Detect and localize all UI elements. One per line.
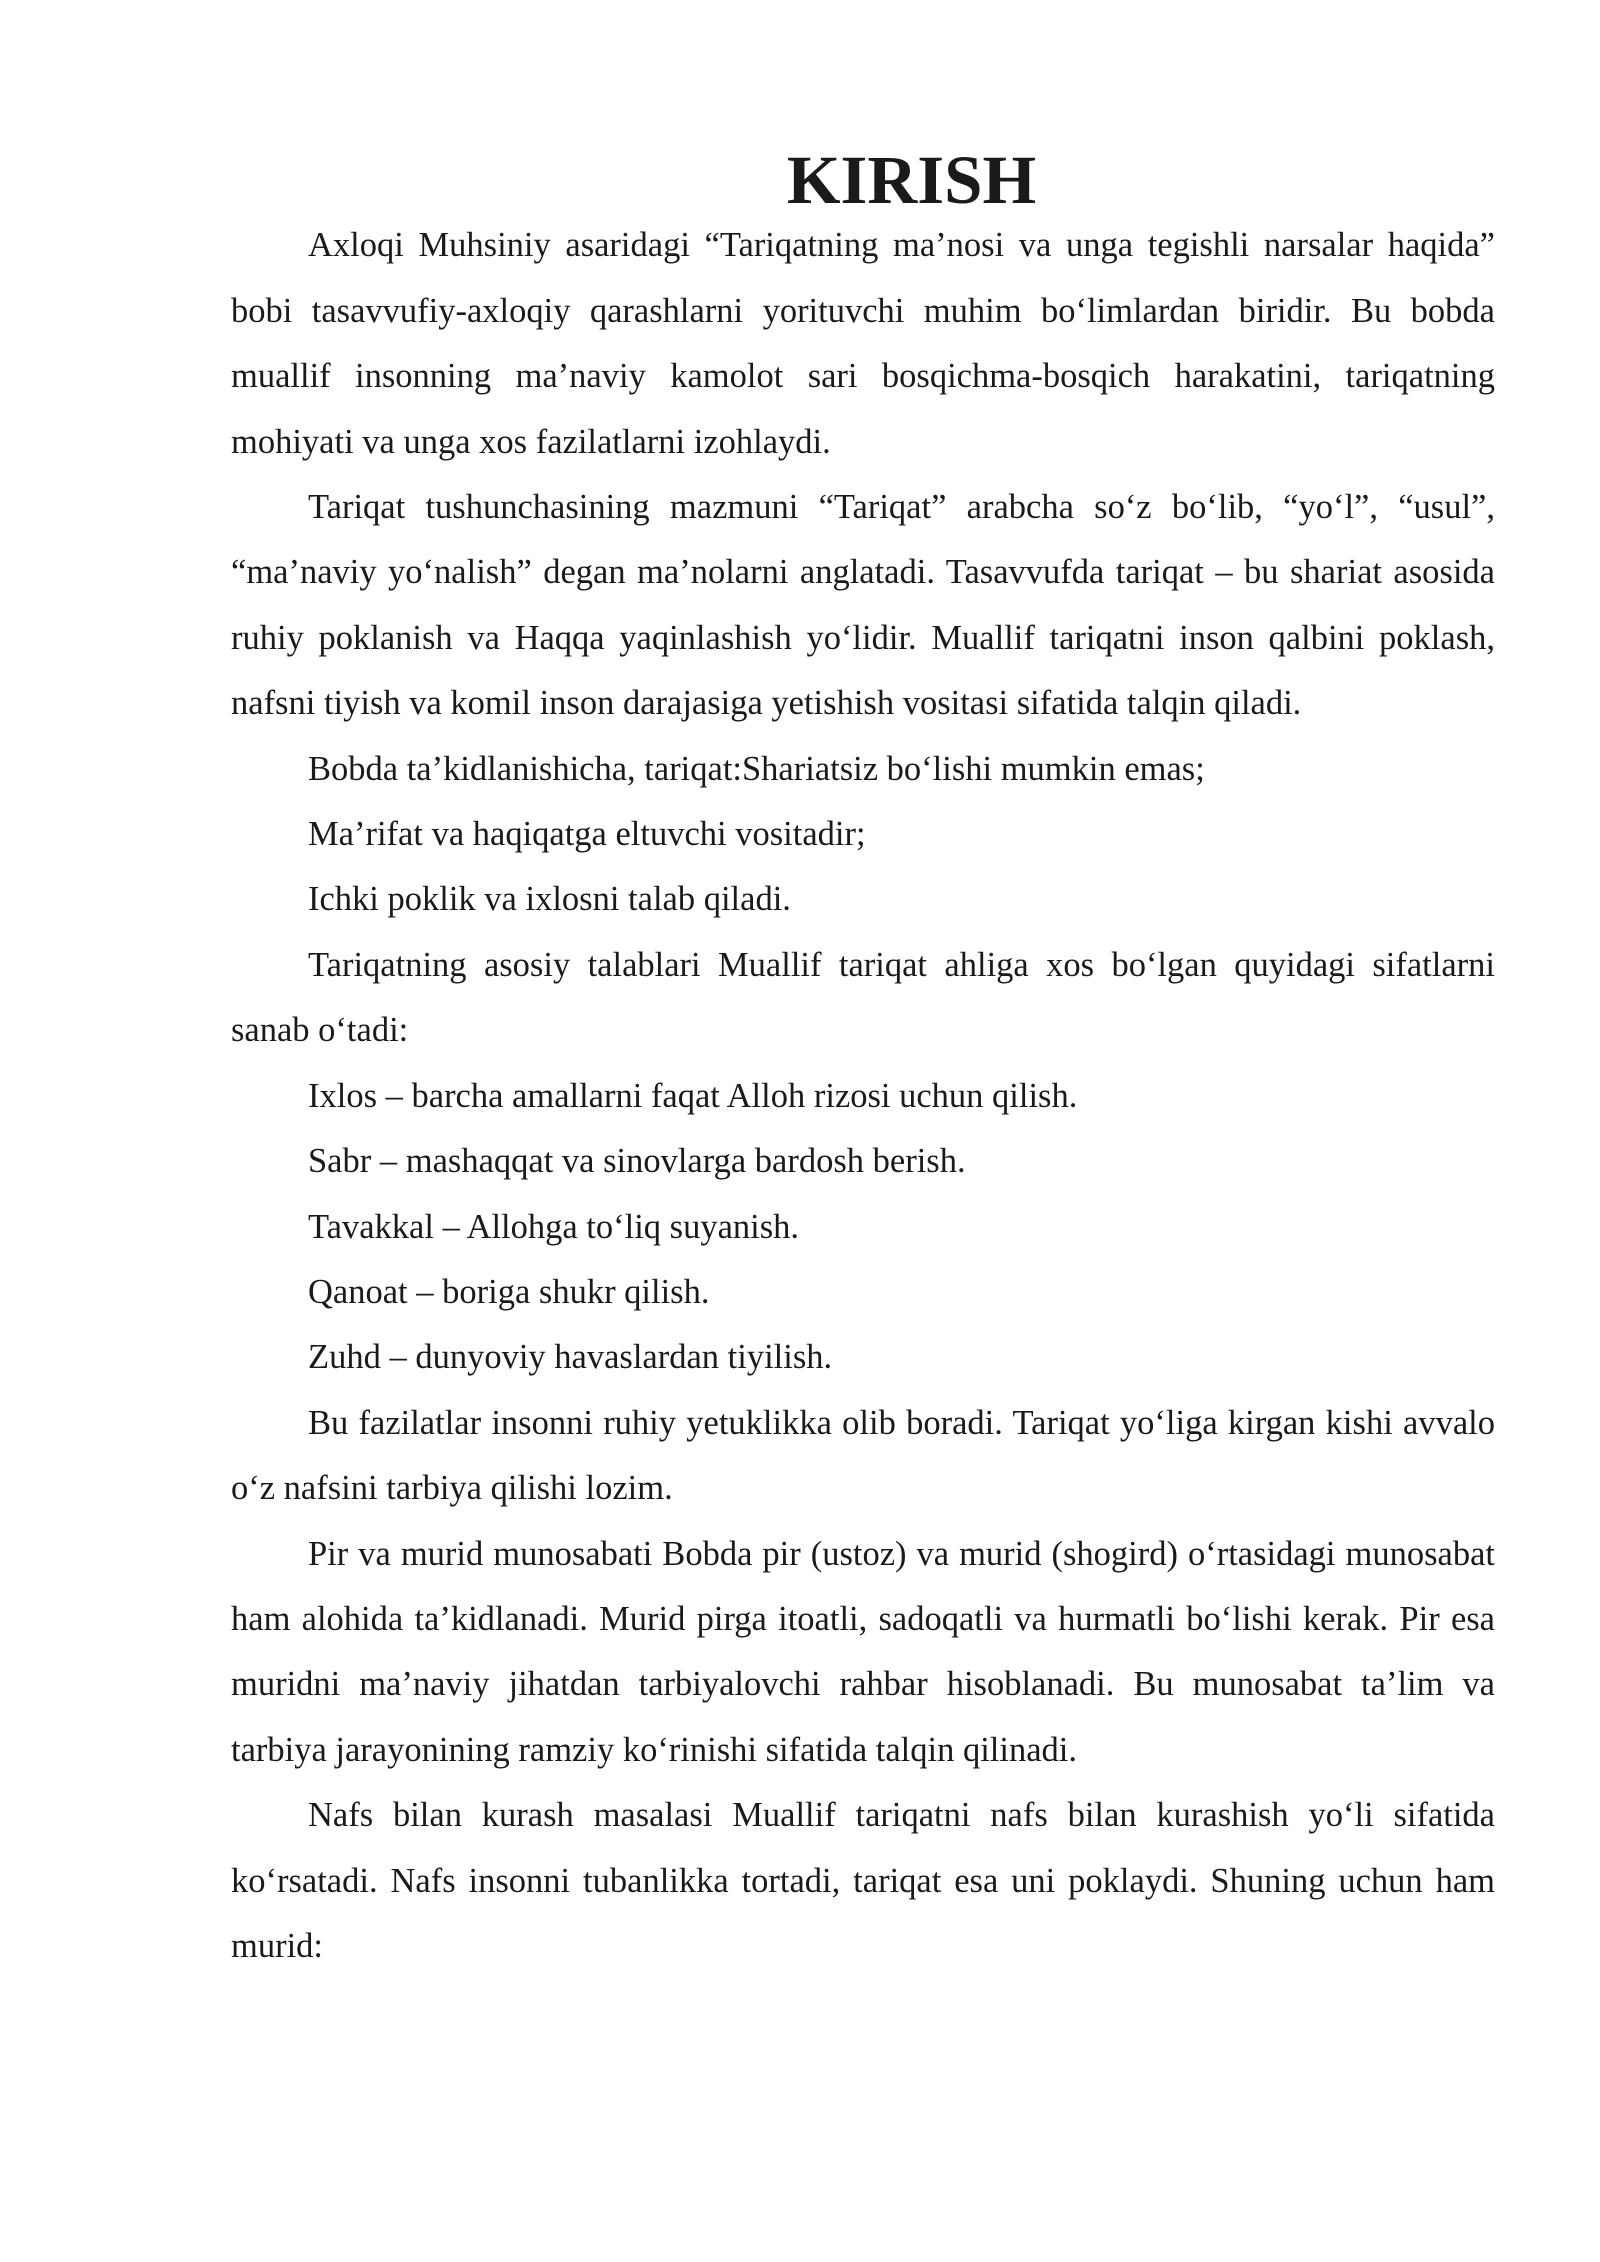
paragraph-nafs: Nafs bilan kurash masalasi Muallif tariqatni nafs bilan kurashish yo‘li sifatida ko‘rsatadi. Nafs insonni tubanlikka tortadi, tariqat esa uni poklaydi. Shuning uchun ham murid: xyxy=(231,1796,1495,1965)
paragraph-requirements: Tariqatning asosiy talablari Muallif tariqat ahliga xos bo‘lgan quyidagi sifatlarni sanab o‘tadi: xyxy=(231,945,1495,1050)
list-item: Ixlos – barcha amallarni faqat Alloh rizosi uchun qilish. xyxy=(308,1076,1078,1115)
paragraph-intro: Axloqi Muhsiniy asaridagi “Tariqatning ma’nosi va unga tegishli narsalar haqida” bobi tasavvufiy-axloqiy qarashlarni yorituvchi muhim bo‘limlardan biridir. Bu bobda muallif insonning ma’naviy kamolot sari bosqichma-bosqich harakatini, tariqatning mohiyati va unga xos fazilatlarni izohlaydi. xyxy=(231,226,1495,461)
list-item: Tavakkal – Allohga to‘liq suyanish. xyxy=(308,1207,800,1246)
paragraph-pir-murid: Pir va murid munosabati Bobda pir (ustoz) va murid (shogird) o‘rtasidagi munosabat ham alohida ta’kidlanadi. Murid pirga itoatli, sadoqatli va hurmatli bo‘lishi kerak. Pir esa muridni ma’naviy jihatdan tarbiyalovchi rahbar hisoblanadi. Bu munosabat ta’lim va tarbiya jarayonining ramziy ko‘rinishi sifatida talqin qilinadi. xyxy=(231,1534,1495,1769)
list-item: Ma’rifat va haqiqatga eltuvchi vositadir; xyxy=(308,815,866,854)
paragraph-tariqat-meaning: Tariqat tushunchasining mazmuni “Tariqat” arabcha so‘z bo‘lib, “yo‘l”, “usul”, “ma’naviy yo‘nalish” degan ma’nolarni anglatadi. Tasavvufda tariqat – bu shariat asosida ruhiy poklanish va Haqqa yaqinlashish yo‘lidir. Muallif tariqatni inson qalbini poklash, nafsni tiyish va komil inson darajasiga yetishish vositasi sifatida talqin qiladi. xyxy=(231,488,1495,723)
list-item: Ichki poklik va ixlosni talab qiladi. xyxy=(308,880,791,919)
paragraph-tariqat-points: Bobda ta’kidlanishicha, tariqat:Shariatsiz bo‘lishi mumkin emas; xyxy=(308,749,1205,788)
list-item: Sabr – mashaqqat va sinovlarga bardosh berish. xyxy=(308,1142,966,1181)
list-item: Zuhd – dunyoviy havaslardan tiyilish. xyxy=(308,1338,833,1377)
page-title: KIRISH xyxy=(786,142,1037,218)
list-item: Qanoat – boriga shukr qilish. xyxy=(308,1272,710,1311)
document-body xyxy=(231,142,1495,1979)
paragraph-virtues: Bu fazilatlar insonni ruhiy yetuklikka olib boradi. Tariqat yo‘liga kirgan kishi avvalo o‘z nafsini tarbiya qilishi lozim. xyxy=(231,1403,1495,1508)
